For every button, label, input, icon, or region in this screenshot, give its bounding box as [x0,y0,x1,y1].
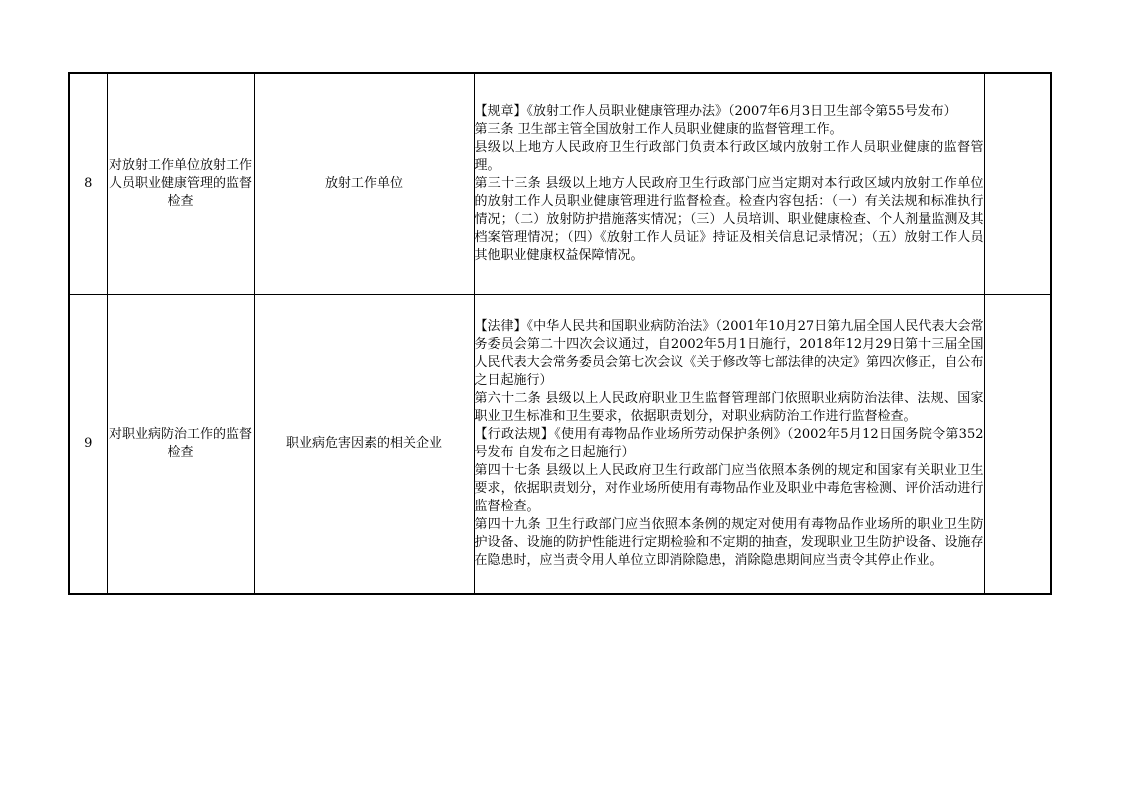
basis-paragraph: 【规章】《放射工作人员职业健康管理办法》（2007年6月3日卫生部令第55号发布） [474,104,957,119]
row-number: 9 [69,295,107,595]
inspection-item: 对放射工作单位放射工作人员职业健康管理的监督检查 [107,73,254,295]
basis-paragraph: 第四十七条 县级以上人民政府卫生行政部门应当依照本条例的规定和国家有关职业卫生要求，依据职责划分，对作业场所使用有毒物品作业及职业中毒危害检测、评价活动进行监督检查。 [474,463,984,514]
basis-paragraph: 【法律】《中华人民共和国职业病防治法》（2001年10月27日第九届全国人民代表大会常务委员会第二十四次会议通过，自2002年5月1日施行，2018年12月29日第十三届全国人民代表大会常务委员会第七次会议《关于修改等七部法律的决定》第四次修正，自公布之日起施行） [474,319,984,388]
inspection-target: 放射工作单位 [254,73,474,295]
remarks-cell [984,295,1051,595]
row-number: 8 [69,73,107,295]
table-row [69,295,1051,595]
basis-paragraph: 县级以上地方人民政府卫生行政部门负责本行政区域内放射工作人员职业健康的监督管理。 [474,140,984,173]
inspection-item: 对职业病防治工作的监督检查 [107,295,254,595]
table-row [69,73,1051,295]
basis-paragraph: 【行政法规】《使用有毒物品作业场所劳动保护条例》（2002年5月12日国务院令第352号发布 自发布之日起施行） [474,427,984,460]
legal-basis [474,73,984,295]
regulation-table [68,72,1052,595]
basis-paragraph: 第六十二条 县级以上人民政府职业卫生监督管理部门依照职业病防治法律、法规、国家职业卫生标准和卫生要求，依据职责划分，对职业病防治工作进行监督检查。 [474,391,984,424]
basis-paragraph: 第三十三条 县级以上地方人民政府卫生行政部门应当定期对本行政区域内放射工作单位的放射工作人员职业健康管理进行监督检查。检查内容包括：（一）有关法规和标准执行情况；（二）放射防护措施落实情况；（三）人员培训、职业健康检查、个人剂量监测及其档案管理情况；（四）《放射工作人员证》持证及相关信息记录情况；（五）放射工作人员其他职业健康权益保障情况。 [474,176,984,263]
basis-paragraph: 第四十九条 卫生行政部门应当依照本条例的规定对使用有毒物品作业场所的职业卫生防护设备、设施的防护性能进行定期检验和不定期的抽查，发现职业卫生防护设备、设施存在隐患时，应当责令用人单位立即消除隐患，消除隐患期间应当责令其停止作业。 [474,517,984,568]
inspection-target: 职业病危害因素的相关企业 [254,295,474,595]
legal-basis [474,295,984,595]
basis-paragraph: 第三条 卫生部主管全国放射工作人员职业健康的监督管理工作。 [474,122,843,137]
remarks-cell [984,73,1051,295]
